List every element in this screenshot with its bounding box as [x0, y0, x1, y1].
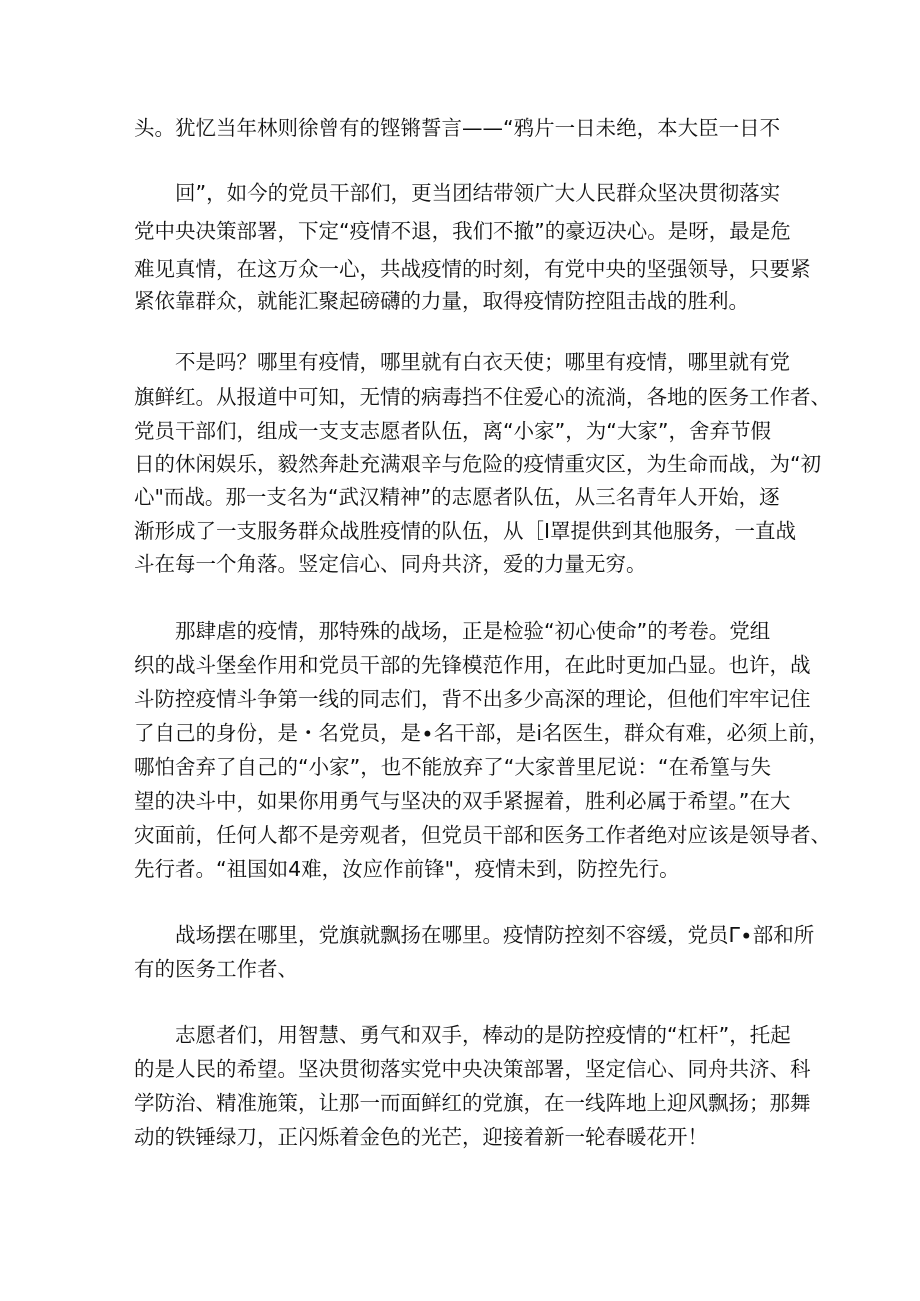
paragraph-2-line-3: 难见真情，在这万众一心，共战疫情的时刻，有党中央的坚强领导，只要紧 — [134, 257, 811, 281]
paragraph-4-line-2: 织的战斗堡垒作用和党员干部的先锋模范作用，在此时更加凸显。也许，战 — [134, 653, 811, 677]
paragraph-4-line-6: 望的决斗中，如果你用勇气与坚决的双手紧握着，胜利必属于希望。”在大 — [134, 789, 791, 813]
paragraph-2-line-2: 党中央决策部署，下定“疫情不退，我们不撤”的豪迈决心。是呀，最是危 — [134, 219, 791, 243]
paragraph-2-line-1: 回”，如今的党员干部们，更当团结带领广大人民群众坚决贯彻落实 — [175, 181, 781, 205]
paragraph-4-line-5: 哪怕舍弃了自己的“小家”，也不能放弃了“大家普里尼说：“在希篁与失 — [134, 755, 771, 779]
paragraph-5-line-2: 有的医务工作者、 — [134, 957, 298, 981]
paragraph-5-line-1: 战场摆在哪里，党旗就飘扬在哪里。疫情防控刻不容缓，党员Γ∙部和所 — [175, 923, 815, 947]
paragraph-3-line-3: 党员干部们，组成一支支志愿者队伍，离“小家”，为“大家”，舍弃节假 — [134, 419, 771, 443]
paragraph-6-line-3: 学防治、精准施策，让那一而面鲜红的党旗，在一线阵地上迎风飘扬；那舞 — [134, 1091, 811, 1115]
paragraph-1-line-1: 头。犹忆当年林则徐曾有的铿锵誓言——“鸦片一日未绝，本大臣一日不 — [134, 116, 781, 140]
paragraph-3-line-4: 日的休闲娱乐，毅然奔赴充满艰辛与危险的疫情重灾区，为生命而战，为“初 — [134, 452, 822, 476]
paragraph-4-line-3: 斗防控疫情斗争第一线的同志们，背不出多少高深的理论，但他们牢牢记住 — [134, 687, 811, 711]
paragraph-6-line-4: 动的铁锤绿刀，正闪烁着金色的光芒，迎接着新一轮春暖花开！ — [134, 1125, 708, 1149]
paragraph-4-line-1: 那肆虐的疫情，那特殊的战场，正是检验“初心使命”的考卷。党组 — [175, 619, 771, 643]
paragraph-4-line-4: 了自己的身份，是・名党员，是∙名干部，是i名医生，群众有难，必须上前， — [134, 721, 830, 745]
paragraph-2-line-4: 紧依靠群众，就能汇聚起磅礴的力量，取得疫情防控阻击战的胜利。 — [134, 289, 749, 313]
paragraph-4-line-8: 先行者。“祖国如4难，汝应作前锋"，疫情未到，防控先行。 — [134, 857, 680, 881]
paragraph-6-line-1: 志愿者们，用智慧、勇气和双手，棒动的是防控疫情的“杠杆”，托起 — [175, 1023, 791, 1047]
paragraph-3-line-5: 心"而战。那一支名为“武汉精神”的志愿者队伍，从三名青年人开始，逐 — [134, 485, 780, 509]
paragraph-4-line-7: 灾面前，任何人都不是旁观者，但党员干部和医务工作者绝对应该是领导者、 — [134, 823, 831, 847]
paragraph-3-line-2: 旗鲜红。从报道中可知，无情的病毒挡不住爱心的流淌，各地的医务工作者、 — [134, 385, 831, 409]
paragraph-3-line-7: 斗在每一个角落。竖定信心、同舟共济，爱的力量无穷。 — [134, 552, 647, 576]
paragraph-3-line-1: 不是吗？哪里有疫情，哪里就有白衣天使；哪里有疫情，哪里就有党 — [175, 350, 790, 374]
paragraph-6-line-2: 的是人民的希望。坚决贯彻落实党中央决策部署，坚定信心、同舟共济、科 — [134, 1057, 811, 1081]
paragraph-3-line-6: 渐形成了一支服务群众战胜疫情的队伍，从［I罩提供到其他服务，一直战 — [134, 519, 797, 543]
